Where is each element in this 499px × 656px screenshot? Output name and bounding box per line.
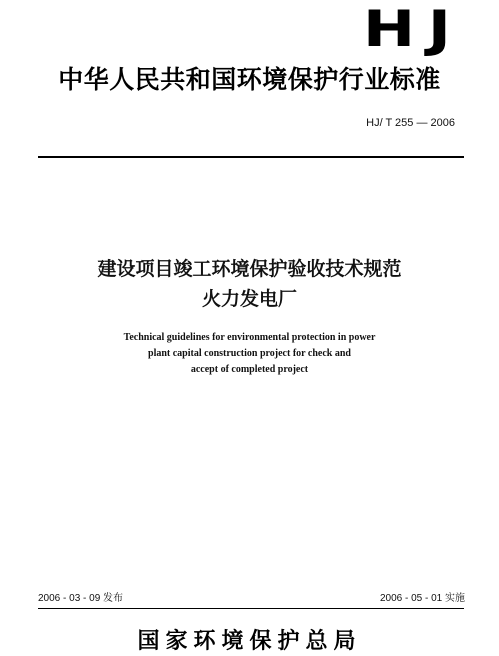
effective-date: 2006 - 05 - 01 实施 (379, 593, 465, 604)
header-rule (38, 156, 464, 158)
chinese-title-line-2: 火力发电厂 (201, 288, 297, 310)
english-title-line-2: plant capital construction project for check and (148, 348, 351, 359)
issuer-heading: 中华人民共和国环境保护行业标准 (58, 65, 441, 94)
issue-date: 2006 - 03 - 09 发布 (38, 593, 124, 604)
english-title-line-3: accept of completed project (190, 364, 309, 375)
footer-rule (38, 608, 464, 609)
english-title (0, 330, 499, 378)
chinese-title-line-1: 建设项目竣工环境保护验收技术规范 (97, 258, 402, 280)
hj-logo: HJ (362, 0, 463, 58)
chinese-title (0, 254, 499, 314)
english-title-line-1: Technical guidelines for environmental protection in power (123, 332, 376, 343)
standard-code: HJ/ T 255 — 2006 (366, 117, 455, 129)
footer-issuer: 国家环境保护总局 (137, 629, 362, 654)
